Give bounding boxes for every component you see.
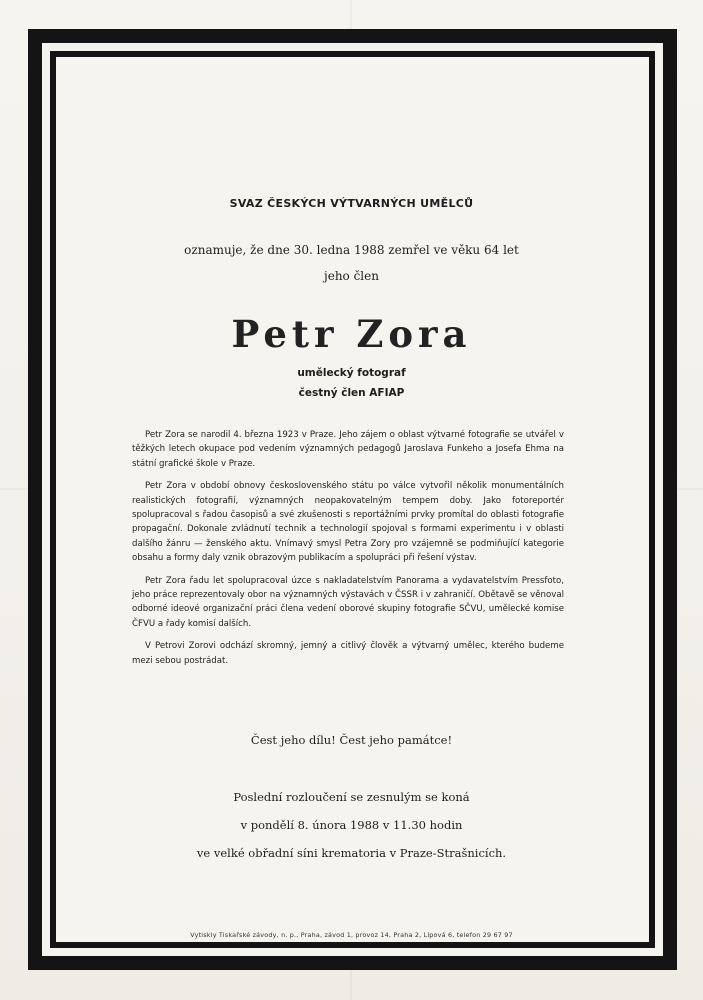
organization-heading: SVAZ ČESKÝCH VÝTVARNÝCH UMĚLCŮ [229,197,474,210]
funeral-line-1: Poslední rozloučení se zesnulým se koná [233,790,470,804]
biography [132,428,564,676]
biography-paragraph-1: Petr Zora se narodil 4. března 1923 v Praze. Jeho zájem o oblast výtvarné fotografie se utvářel v těžkých letech okupace pod vedením významných pedagogů Jaroslava Funkeho a Josefa Ehma na státní grafické škole v Praze. [132,430,564,469]
biography-paragraph-3: Petr Zora řadu let spolupracoval úzce s nakladatelstvím Panorama a vydavatelstvím Pressfoto, jeho práce reprezentovaly obor na významných výstavách v ČSSR i v zahraničí. Obětavě se věnoval odborné ideové organizační práci člena vedení oborové skupiny fotografie SČVU, umělecké komise ČFVU a řady komisí dalších. [132,575,564,629]
deceased-title-honor: čestný člen AFIAP [298,387,405,399]
printer-imprint: Vytiskly Tiskařské závody, n. p., Praha, závod 1, provoz 14, Praha 2, Lípová 6, telefon 29 67 97 [190,931,513,939]
biography-paragraph-4: V Petrovi Zorovi odchází skromný, jemný a citlivý člověk a výtvarný umělec, kterého budeme mezi sebou postrádat. [132,641,564,666]
honor-line: Čest jeho dílu! Čest jeho památce! [250,733,453,747]
death-announcement: oznamuje, že dne 30. ledna 1988 zemřel ve věku 64 let [184,243,519,257]
biography-paragraph-2: Petr Zora v období obnovy československého státu po válce vytvořil několik monumentálních realistických fotografií, významných neopakovatelným tempem doby. Jako fotoreportér spolupracoval s řadou časopisů a své zkušenosti s reportážními prvky promítal do oblasti fotografie propagační. Dokonale zvládnutí technik a technologií spojoval s formami experimentu i v oblasti dalšího žánru — ženského aktu. Vnímavý smysl Petra Zory pro vzájemně se podmiňující kategorie obsahu a formy daly vznik obrazovým publikacím a spolupráci při řešení výstav. [132,481,564,564]
funeral-line-3: ve velké obřadní síni krematoria v Praze-Strašnicích. [196,846,507,860]
funeral-line-2: v pondělí 8. února 1988 v 11.30 hodin [240,818,463,832]
member-line: jeho člen [324,269,379,283]
deceased-title-profession: umělecký fotograf [297,367,406,379]
deceased-name: Petr Zora [231,312,472,356]
